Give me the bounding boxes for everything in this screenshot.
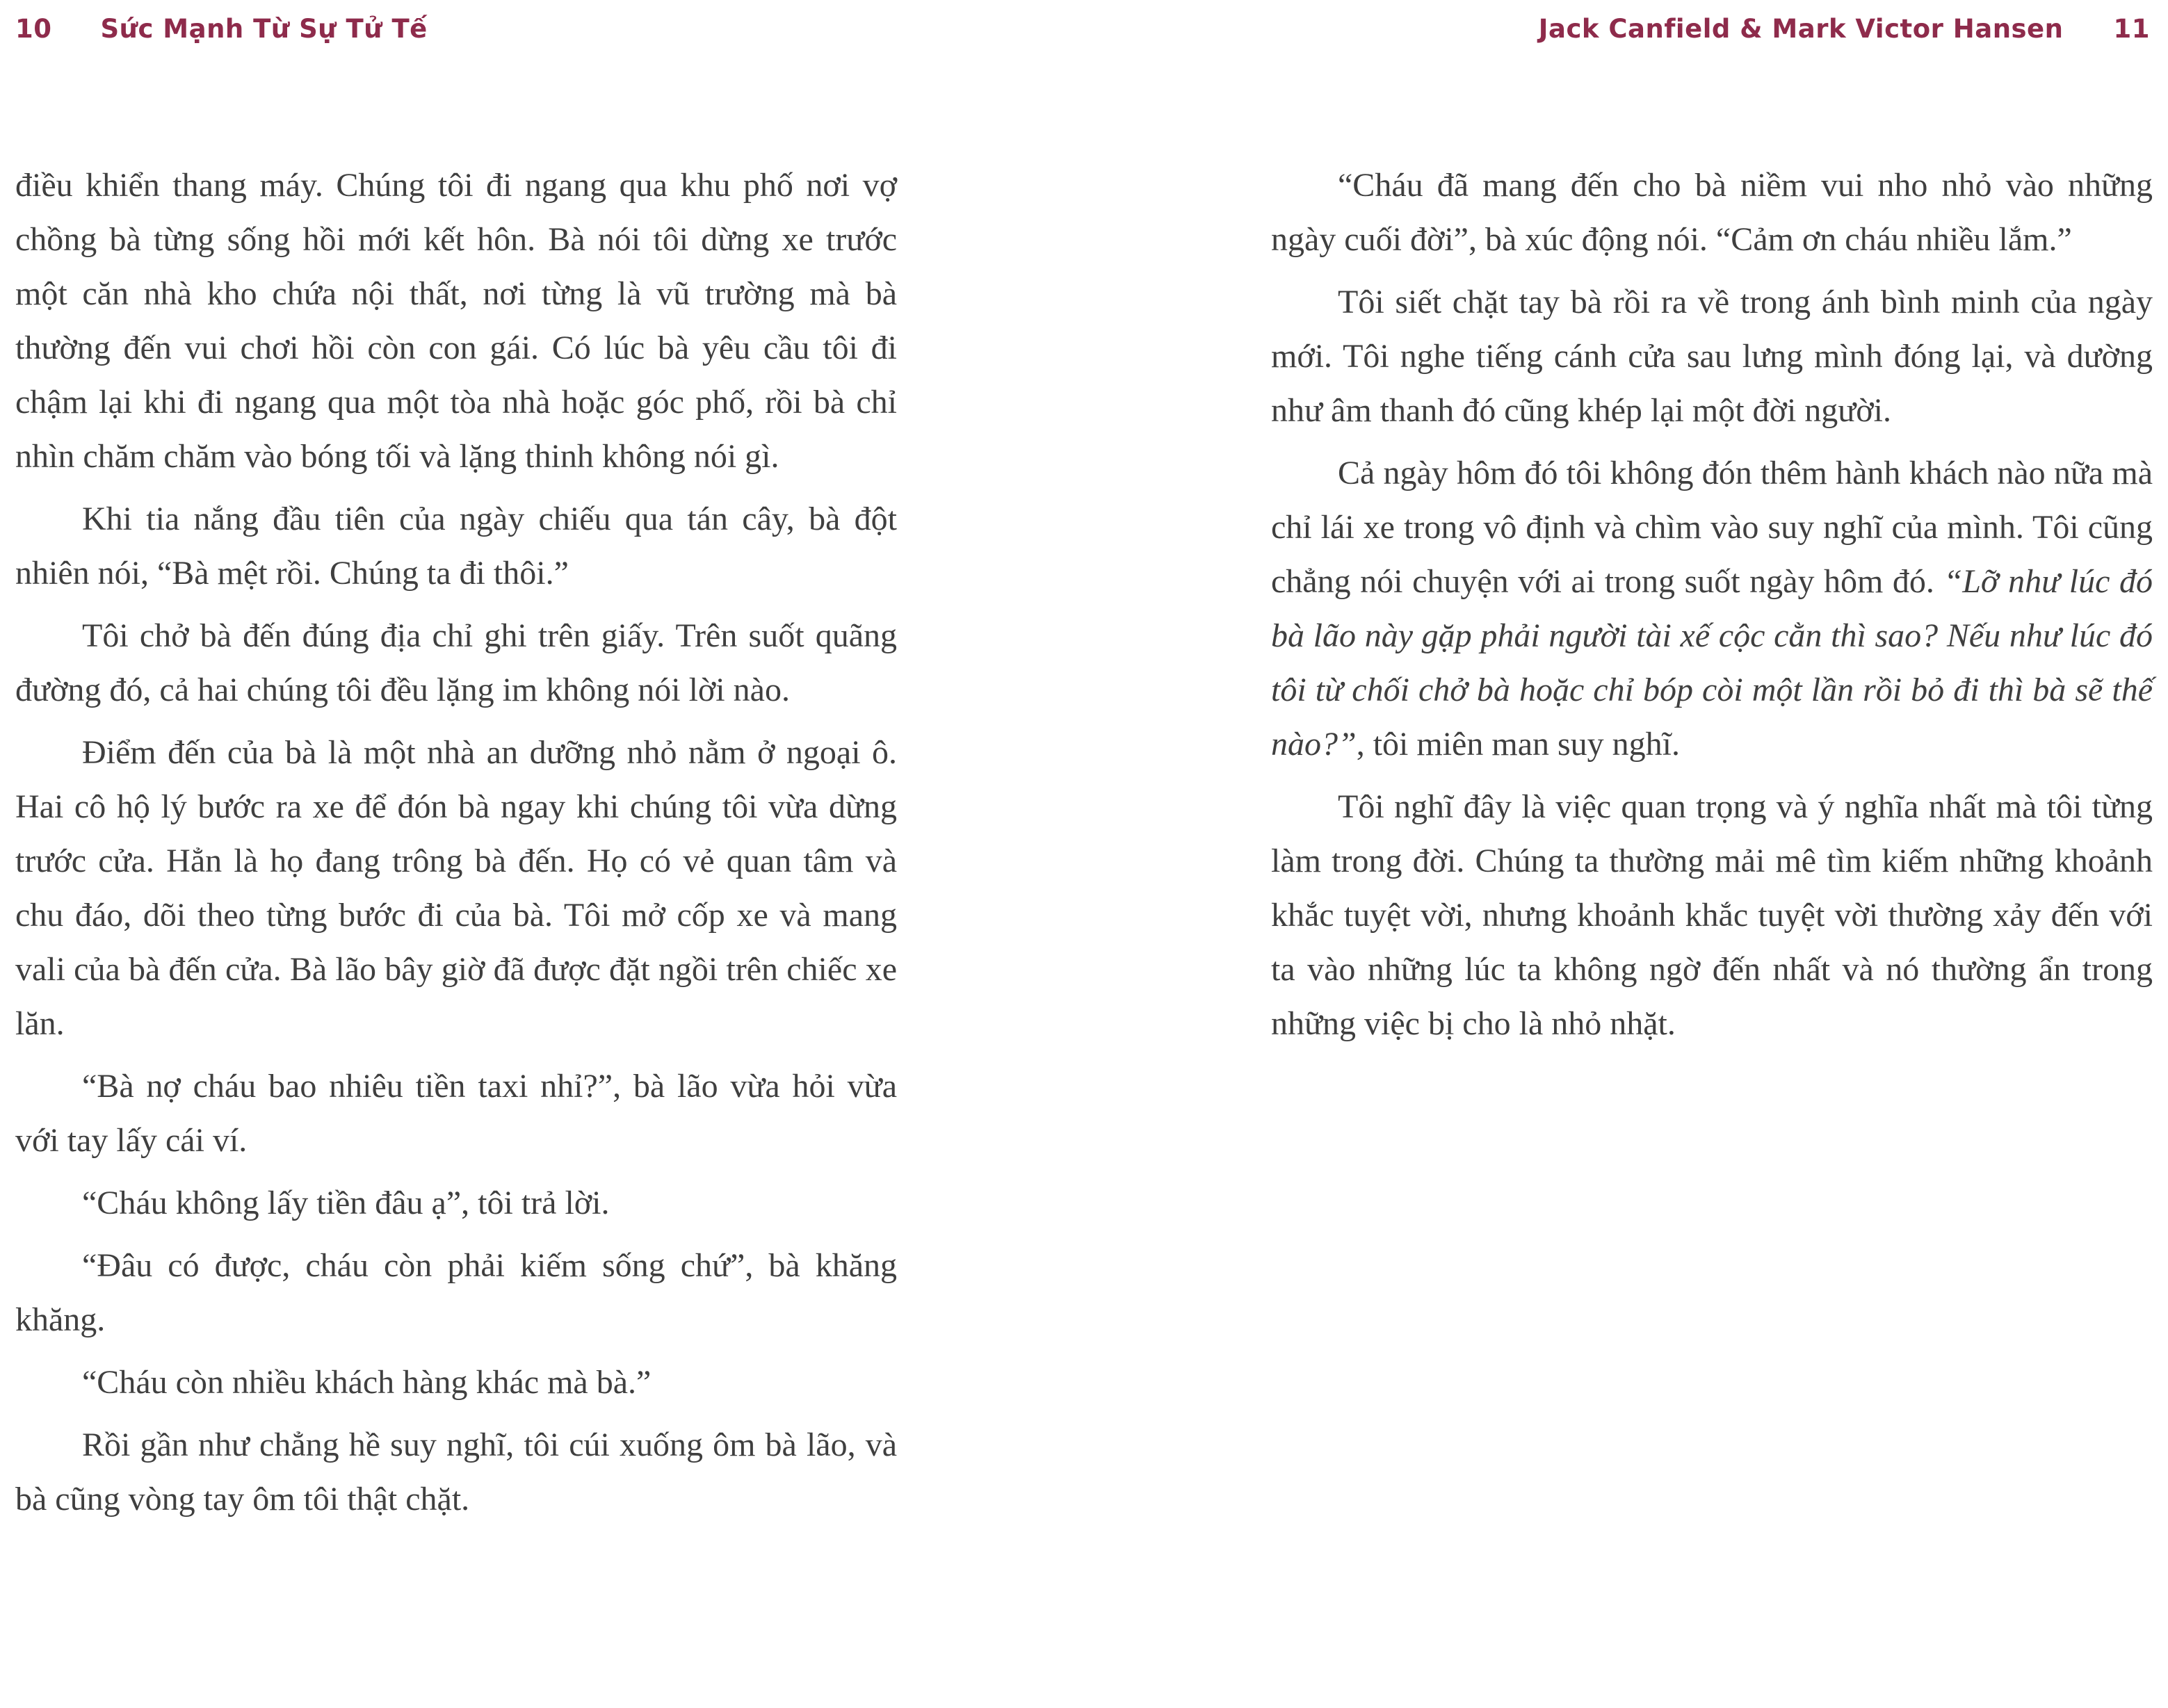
paragraph-text: Cả ngày hôm đó tôi không đón thêm hành khách nào nữa mà chỉ lái xe trong vô định và chìm vào suy nghĩ của mình. Tôi cũng chẳng nói chuyện với ai trong suốt ngày hôm đó. xyxy=(1271,455,2153,600)
paragraph: “Bà nợ cháu bao nhiêu tiền taxi nhỉ?”, bà lão vừa hỏi vừa với tay lấy cái ví. xyxy=(15,1068,897,1159)
paragraph: “Đâu có được, cháu còn phải kiếm sống chứ”, bà khăng khăng. xyxy=(15,1247,897,1338)
paragraph: Điểm đến của bà là một nhà an dưỡng nhỏ nằm ở ngoại ô. Hai cô hộ lý bước ra xe để đón bà ngay khi chúng tôi vừa dừng trước cửa. Hẳn là họ đang trông bà đến. Họ có vẻ quan tâm và chu đáo, dõi theo từng bước đi của bà. Tôi mở cốp xe và mang vali của bà đến cửa. Bà lão bây giờ đã được đặt ngồi trên chiếc xe lăn. xyxy=(15,734,897,1042)
paragraph: “Cháu còn nhiều khách hàng khác mà bà.” xyxy=(82,1364,652,1401)
page-body xyxy=(15,158,2153,1535)
paragraph-text: , tôi miên man suy nghĩ. xyxy=(1356,726,1681,763)
paragraph: Tôi nghĩ đây là việc quan trọng và ý nghĩa nhất mà tôi từng làm trong đời. Chúng ta thường mải mê tìm kiếm những khoảnh khắc tuyệt vời, nhưng khoảnh khắc tuyệt vời thường xảy đến với ta vào những lúc ta không ngờ đến nhất và nó thường ẩn trong những việc bị cho là nhỏ nhặt. xyxy=(1271,788,2153,1042)
inner-monologue-italic: “Lỡ như lúc đó bà lão này gặp phải người tài xế cộc cằn thì sao? Nếu như lúc đó tôi từ chối chở bà hoặc chỉ bóp còi một lần rồi bỏ đi thì bà sẽ thế nào?” xyxy=(1271,563,2153,763)
authors: Jack Canfield & Mark Victor Hansen xyxy=(1538,14,2064,44)
paragraph: “Cháu không lấy tiền đâu ạ”, tôi trả lời. xyxy=(82,1185,610,1221)
paragraph: điều khiển thang máy. Chúng tôi đi ngang qua khu phố nơi vợ chồng bà từng sống hồi mới kết hôn. Bà nói tôi dừng xe trước một căn nhà kho chứa nội thất, nơi từng là vũ trường mà bà thường đến vui chơi hồi còn con gái. Có lúc bà yêu cầu tôi đi chậm lại khi đi ngang qua một tòa nhà hoặc góc phố, rồi bà chỉ nhìn chăm chăm vào bóng tối và lặng thinh không nói gì. xyxy=(15,167,897,475)
paragraph: “Cháu đã mang đến cho bà niềm vui nho nhỏ vào những ngày cuối đời”, bà xúc động nói. “Cảm ơn cháu nhiều lắm.” xyxy=(1271,167,2153,258)
page-number-right: 11 xyxy=(2113,14,2150,44)
book-title: Sức Mạnh Từ Sự Tử Tế xyxy=(100,14,428,44)
paragraph: Rồi gần như chẳng hề suy nghĩ, tôi cúi xuống ôm bà lão, và bà cũng vòng tay ôm tôi thật chặt. xyxy=(15,1426,897,1518)
right-page xyxy=(1271,158,2153,1535)
paragraph: Khi tia nắng đầu tiên của ngày chiếu qua tán cây, bà đột nhiên nói, “Bà mệt rồi. Chúng ta đi thôi.” xyxy=(15,501,897,592)
paragraph xyxy=(1271,446,2153,772)
running-header-left xyxy=(15,14,428,44)
running-header xyxy=(15,14,2150,44)
paragraph: Tôi siết chặt tay bà rồi ra về trong ánh bình minh của ngày mới. Tôi nghe tiếng cánh cửa sau lưng mình đóng lại, và dường như âm thanh đó cũng khép lại một đời người. xyxy=(1271,284,2153,429)
left-page xyxy=(15,158,897,1535)
running-header-right xyxy=(1539,14,2150,44)
page-number-left: 10 xyxy=(15,14,52,44)
paragraph: Tôi chở bà đến đúng địa chỉ ghi trên giấy. Trên suốt quãng đường đó, cả hai chúng tôi đều lặng im không nói lời nào. xyxy=(15,617,897,708)
